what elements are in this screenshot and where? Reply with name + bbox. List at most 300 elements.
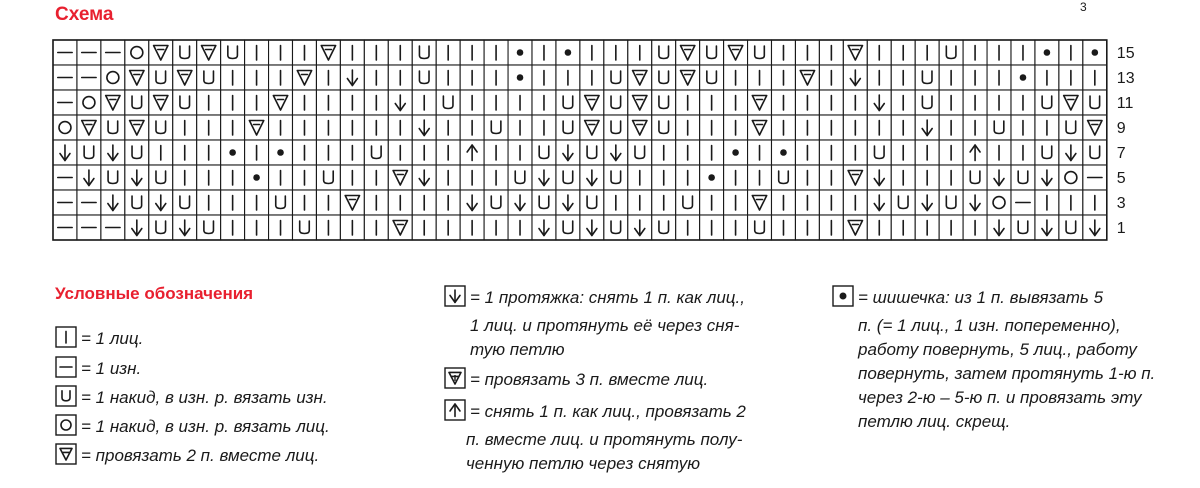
knit-cell xyxy=(436,115,460,140)
k2tog-cell xyxy=(245,115,269,140)
yarnover-purl-cell xyxy=(748,40,772,65)
knit-cell xyxy=(221,190,245,215)
k2tog-cell xyxy=(149,40,173,65)
knit-cell xyxy=(197,140,221,165)
k2tog-cell xyxy=(125,115,149,140)
knit-cell xyxy=(245,215,269,240)
knit-cell xyxy=(772,65,796,90)
knit-cell xyxy=(867,215,891,240)
knit-cell xyxy=(221,90,245,115)
yarnover-purl-cell xyxy=(532,190,556,215)
row-number: 1 xyxy=(1116,220,1126,237)
knit-cell xyxy=(724,215,748,240)
knit-cell xyxy=(1035,65,1059,90)
yarnover-purl-cell xyxy=(580,140,604,165)
yarnover-purl-cell xyxy=(867,140,891,165)
knit-cell xyxy=(891,165,915,190)
yarnover-purl-cell xyxy=(556,215,580,240)
ssk-cell xyxy=(915,115,939,140)
row-number: 5 xyxy=(1116,170,1126,187)
knit-cell xyxy=(891,40,915,65)
knit-cell xyxy=(1011,90,1035,115)
knit-cell xyxy=(843,190,867,215)
knit-cell xyxy=(245,90,269,115)
yarnover-purl-cell xyxy=(604,115,628,140)
k2tog-cell xyxy=(795,65,819,90)
yarnover-purl-cell xyxy=(532,140,556,165)
knit-cell xyxy=(436,65,460,90)
knit-cell xyxy=(221,115,245,140)
yarnover-purl-cell xyxy=(1059,215,1083,240)
yarnover-knit-cell xyxy=(125,40,149,65)
sk2p-icon xyxy=(444,399,466,429)
knit-cell xyxy=(484,165,508,190)
bobble-cell xyxy=(245,165,269,190)
ssk-cell xyxy=(867,90,891,115)
knit-cell xyxy=(604,40,628,65)
ssk-cell xyxy=(1035,215,1059,240)
knit-cell xyxy=(508,140,532,165)
knit-cell xyxy=(532,115,556,140)
knit-cell xyxy=(1059,40,1083,65)
knit-cell xyxy=(340,40,364,65)
knit-cell xyxy=(987,90,1011,115)
knit-cell xyxy=(819,165,843,190)
yarnover-purl-cell xyxy=(1083,90,1107,115)
bobble-cell xyxy=(772,140,796,165)
knit-cell xyxy=(412,90,436,115)
yarnover-purl-cell xyxy=(125,190,149,215)
k2tog-icon xyxy=(55,443,77,472)
ssk-cell xyxy=(915,190,939,215)
knit-cell xyxy=(412,215,436,240)
knit-cell xyxy=(987,40,1011,65)
yarnover-purl-cell xyxy=(987,115,1011,140)
knit-cell xyxy=(316,140,340,165)
yarnover-purl-cell xyxy=(915,65,939,90)
purl-cell xyxy=(77,215,101,240)
k2tog-cell xyxy=(293,65,317,90)
knit-cell xyxy=(388,65,412,90)
yarnover-purl-cell xyxy=(149,215,173,240)
knit-cell xyxy=(939,140,963,165)
yarnover-purl-cell xyxy=(101,165,125,190)
knit-cell xyxy=(891,65,915,90)
bobble-cell xyxy=(508,40,532,65)
knit-cell xyxy=(460,115,484,140)
knit-cell xyxy=(293,190,317,215)
knit-cell xyxy=(412,190,436,215)
yarnover-purl-cell xyxy=(1059,115,1083,140)
knit-cell xyxy=(1011,40,1035,65)
knit-cell xyxy=(197,190,221,215)
knit-cell xyxy=(245,140,269,165)
knit-cell xyxy=(436,215,460,240)
knit-cell xyxy=(819,215,843,240)
knit-cell xyxy=(772,40,796,65)
knit-cell xyxy=(269,40,293,65)
knit-cell xyxy=(987,65,1011,90)
row-number: 7 xyxy=(1116,145,1126,162)
yarnover-purl-cell xyxy=(891,190,915,215)
knit-cell xyxy=(340,215,364,240)
knit-cell xyxy=(316,215,340,240)
knit-cell xyxy=(819,115,843,140)
yarnover-purl-cell xyxy=(915,90,939,115)
ssk-cell xyxy=(556,190,580,215)
k2tog-cell xyxy=(580,115,604,140)
knit-cell xyxy=(891,215,915,240)
yarnover-purl-cell xyxy=(556,115,580,140)
legend-item-yarnover-knit: = 1 накид, в изн. р. вязать лиц. xyxy=(55,414,330,443)
knit-cell xyxy=(1083,65,1107,90)
knit-cell xyxy=(843,115,867,140)
ssk-cell xyxy=(125,215,149,240)
sk2p-cell xyxy=(460,140,484,165)
bobble-cell xyxy=(1011,65,1035,90)
knit-cell xyxy=(460,90,484,115)
knit-cell xyxy=(795,140,819,165)
knit-cell xyxy=(388,40,412,65)
yarnover-knit-cell xyxy=(77,90,101,115)
yarnover-purl-cell xyxy=(604,90,628,115)
knit-cell xyxy=(388,190,412,215)
yarnover-purl-cell xyxy=(149,165,173,190)
yarnover-purl-cell xyxy=(1035,90,1059,115)
yarnover-purl-cell xyxy=(748,215,772,240)
bobble-cell xyxy=(556,40,580,65)
yarnover-knit-cell xyxy=(1059,165,1083,190)
yarnover-purl-cell xyxy=(149,115,173,140)
purl-cell xyxy=(1083,165,1107,190)
ssk-cell xyxy=(532,215,556,240)
k2tog-cell xyxy=(77,115,101,140)
knit-cell xyxy=(364,215,388,240)
knit-cell xyxy=(364,115,388,140)
knit-cell xyxy=(197,165,221,190)
knit-cell xyxy=(340,165,364,190)
knit-cell xyxy=(772,90,796,115)
ssk-cell xyxy=(604,140,628,165)
knit-cell xyxy=(843,140,867,165)
yarnover-purl-cell xyxy=(772,165,796,190)
ssk-cell xyxy=(556,140,580,165)
knit-cell xyxy=(748,140,772,165)
knit-cell xyxy=(269,165,293,190)
knit-cell xyxy=(819,190,843,215)
purl-cell xyxy=(1011,190,1035,215)
knit-cell xyxy=(1011,115,1035,140)
knit-cell xyxy=(700,190,724,215)
knit-cell xyxy=(149,140,173,165)
ssk-cell xyxy=(340,65,364,90)
knit-cell xyxy=(652,165,676,190)
knit-cell xyxy=(915,40,939,65)
yarnover-purl-cell xyxy=(173,40,197,65)
row-number: 3 xyxy=(1116,195,1126,212)
knit-cell xyxy=(724,165,748,190)
purl-cell xyxy=(53,90,77,115)
knit-cell xyxy=(340,140,364,165)
knit-cell xyxy=(580,40,604,65)
knit-cell xyxy=(676,90,700,115)
yarnover-purl-cell xyxy=(125,90,149,115)
yarnover-purl-cell xyxy=(412,65,436,90)
knit-cell xyxy=(963,115,987,140)
k2tog-cell xyxy=(748,90,772,115)
purl-cell xyxy=(77,190,101,215)
yarnover-purl-cell xyxy=(436,90,460,115)
yarnover-purl-cell xyxy=(604,215,628,240)
k2tog-cell xyxy=(628,65,652,90)
yarnover-purl-cell xyxy=(939,40,963,65)
yarnover-purl-cell xyxy=(604,65,628,90)
yarnover-purl-cell xyxy=(173,90,197,115)
k2tog-cell xyxy=(676,65,700,90)
chart-title: Схема xyxy=(55,4,114,25)
knit-cell xyxy=(508,215,532,240)
k2tog-cell xyxy=(173,65,197,90)
knit-cell xyxy=(269,115,293,140)
knit-cell xyxy=(700,115,724,140)
ssk-cell xyxy=(149,190,173,215)
knit-cell xyxy=(484,65,508,90)
knit-cell xyxy=(772,215,796,240)
knit-cell xyxy=(1035,115,1059,140)
knit-cell xyxy=(1059,65,1083,90)
ssk-cell xyxy=(628,215,652,240)
yarnover-purl-cell xyxy=(101,115,125,140)
k2tog-cell xyxy=(125,65,149,90)
knit-cell xyxy=(724,190,748,215)
ssk-cell xyxy=(580,215,604,240)
knit-cell xyxy=(795,115,819,140)
knit-cell xyxy=(963,215,987,240)
knit-cell xyxy=(652,190,676,215)
knit-cell xyxy=(795,165,819,190)
knit-cell xyxy=(364,90,388,115)
yarnover-purl-cell xyxy=(484,115,508,140)
ssk-cell xyxy=(388,90,412,115)
yarnover-purl-cell xyxy=(700,65,724,90)
bobble-cell xyxy=(221,140,245,165)
knit-cell xyxy=(388,115,412,140)
yarnover-purl-cell xyxy=(652,65,676,90)
yarnover-purl-cell xyxy=(963,165,987,190)
k2tog-cell xyxy=(724,40,748,65)
knit-cell xyxy=(700,90,724,115)
knit-cell xyxy=(508,115,532,140)
purl-cell xyxy=(53,40,77,65)
knit-cell xyxy=(676,140,700,165)
ssk-cell xyxy=(508,190,532,215)
knit-cell xyxy=(1035,190,1059,215)
knit-cell xyxy=(891,90,915,115)
knit-cell xyxy=(939,115,963,140)
legend-item-sk2p: = снять 1 п. как лиц., провязать 2 п. вместе лиц. и протянуть полу- ченную петлю через снятую xyxy=(444,398,746,477)
knit-cell xyxy=(173,165,197,190)
knit-cell xyxy=(700,140,724,165)
knit-cell xyxy=(1083,190,1107,215)
k2tog-cell xyxy=(149,90,173,115)
knit-cell xyxy=(700,215,724,240)
ssk-cell xyxy=(173,215,197,240)
yarnover-knit-cell xyxy=(101,65,125,90)
knit-cell xyxy=(867,115,891,140)
purl-cell xyxy=(53,215,77,240)
row-number: 11 xyxy=(1116,95,1134,112)
knit-cell xyxy=(340,90,364,115)
knit-cell xyxy=(819,140,843,165)
ssk-cell xyxy=(532,165,556,190)
sk2p-cell xyxy=(963,140,987,165)
knit-cell xyxy=(364,165,388,190)
knit-cell xyxy=(963,65,987,90)
knit-cell xyxy=(436,140,460,165)
knit-cell xyxy=(173,115,197,140)
k2tog-cell xyxy=(197,40,221,65)
ssk-cell xyxy=(412,115,436,140)
knit-cell xyxy=(1059,190,1083,215)
k2tog-cell xyxy=(628,115,652,140)
knit-cell xyxy=(316,65,340,90)
knit-cell xyxy=(412,140,436,165)
k3tog-icon xyxy=(444,367,466,397)
knit-cell xyxy=(364,65,388,90)
knit-cell xyxy=(293,165,317,190)
knit-cell xyxy=(915,140,939,165)
row-number: 9 xyxy=(1116,120,1126,137)
yarnover-purl-cell xyxy=(1011,215,1035,240)
yarnover-purl-cell xyxy=(197,215,221,240)
yarnover-purl-cell xyxy=(149,65,173,90)
yarnover-purl-cell xyxy=(293,215,317,240)
k2tog-cell xyxy=(340,190,364,215)
yarn-over-purl-icon xyxy=(55,385,77,414)
knit-cell xyxy=(293,90,317,115)
row-number: 13 xyxy=(1116,70,1135,87)
knit-cell xyxy=(795,90,819,115)
yarnover-purl-cell xyxy=(652,215,676,240)
yarnover-purl-cell xyxy=(676,190,700,215)
knit-cell xyxy=(676,215,700,240)
yarnover-purl-cell xyxy=(125,140,149,165)
legend-title: Условные обозначения xyxy=(55,284,254,303)
purl-cell xyxy=(101,40,125,65)
purl-cell xyxy=(101,215,125,240)
knit-cell xyxy=(939,65,963,90)
purl-cell xyxy=(53,165,77,190)
knit-cell xyxy=(915,215,939,240)
knit-cell xyxy=(484,215,508,240)
knit-cell xyxy=(436,165,460,190)
knit-cell xyxy=(724,65,748,90)
legend-item-bobble: = шишечка: из 1 п. вывязать 5 п. (= 1 лиц., 1 изн. попеременно), работу повернуть, 5 лиц., работу повернуть, затем протянуть 1-ю п. через 2-ю – 5-ю п. и провязать эту петлю лиц. скрещ. xyxy=(832,284,1155,435)
knit-cell xyxy=(316,115,340,140)
purl-cell xyxy=(53,190,77,215)
knit-cell xyxy=(173,140,197,165)
knit-cell xyxy=(484,40,508,65)
bobble-cell xyxy=(508,65,532,90)
legend-item-ssk: = 1 протяжка: снять 1 п. как лиц., 1 лиц. и протянуть её через сня- тую петлю xyxy=(444,284,745,363)
knit-cell xyxy=(604,190,628,215)
knit-cell xyxy=(819,40,843,65)
k2tog-cell xyxy=(748,190,772,215)
knit-cell xyxy=(532,40,556,65)
knit-cell xyxy=(436,190,460,215)
legend-item-k3tog: = провязать 3 п. вместе лиц. xyxy=(444,366,708,397)
k2tog-cell xyxy=(843,215,867,240)
yarnover-purl-cell xyxy=(1083,140,1107,165)
yarnover-purl-cell xyxy=(1035,140,1059,165)
yarnover-knit-cell xyxy=(987,190,1011,215)
yarn-over-knit-icon xyxy=(55,414,77,443)
yarnover-purl-cell xyxy=(197,65,221,90)
knit-cell xyxy=(293,115,317,140)
knit-cell xyxy=(652,140,676,165)
yarnover-purl-cell xyxy=(652,90,676,115)
yarnover-purl-cell xyxy=(556,165,580,190)
knit-cell xyxy=(221,215,245,240)
knit-cell xyxy=(532,90,556,115)
yarnover-purl-cell xyxy=(652,40,676,65)
k2tog-cell xyxy=(101,90,125,115)
yarnover-knit-cell xyxy=(53,115,77,140)
k2tog-cell xyxy=(676,40,700,65)
bobble-cell xyxy=(700,165,724,190)
yarnover-purl-cell xyxy=(556,90,580,115)
ssk-cell xyxy=(843,65,867,90)
knit-cell xyxy=(269,215,293,240)
knit-cell xyxy=(532,65,556,90)
knit-cell xyxy=(508,90,532,115)
knit-cell xyxy=(245,40,269,65)
ssk-cell xyxy=(53,140,77,165)
yarnover-purl-cell xyxy=(221,40,245,65)
knit-cell xyxy=(819,65,843,90)
yarnover-purl-cell xyxy=(939,190,963,215)
knit-cell xyxy=(197,90,221,115)
k2tog-cell xyxy=(1059,90,1083,115)
yarnover-purl-cell xyxy=(77,140,101,165)
bobble-cell xyxy=(724,140,748,165)
ssk-cell xyxy=(412,165,436,190)
purl-stitch-icon xyxy=(55,356,77,385)
ssk-cell xyxy=(460,190,484,215)
legend-item-knit: = 1 лиц. xyxy=(55,326,143,355)
knit-cell xyxy=(436,40,460,65)
knit-cell xyxy=(460,65,484,90)
yarnover-purl-cell xyxy=(269,190,293,215)
ssk-cell xyxy=(867,165,891,190)
knit-cell xyxy=(293,40,317,65)
bobble-icon xyxy=(832,285,854,315)
knit-cell xyxy=(221,165,245,190)
k2tog-cell xyxy=(316,40,340,65)
legend-item-k2tog: = провязать 2 п. вместе лиц. xyxy=(55,443,319,472)
yarnover-purl-cell xyxy=(316,165,340,190)
knit-cell xyxy=(724,90,748,115)
knit-cell xyxy=(556,65,580,90)
yarnover-purl-cell xyxy=(364,140,388,165)
knit-cell xyxy=(221,65,245,90)
knit-cell xyxy=(963,40,987,65)
yarnover-purl-cell xyxy=(628,140,652,165)
yarnover-purl-cell xyxy=(580,190,604,215)
knit-cell xyxy=(316,190,340,215)
ssk-cell xyxy=(987,165,1011,190)
knit-cell xyxy=(939,90,963,115)
